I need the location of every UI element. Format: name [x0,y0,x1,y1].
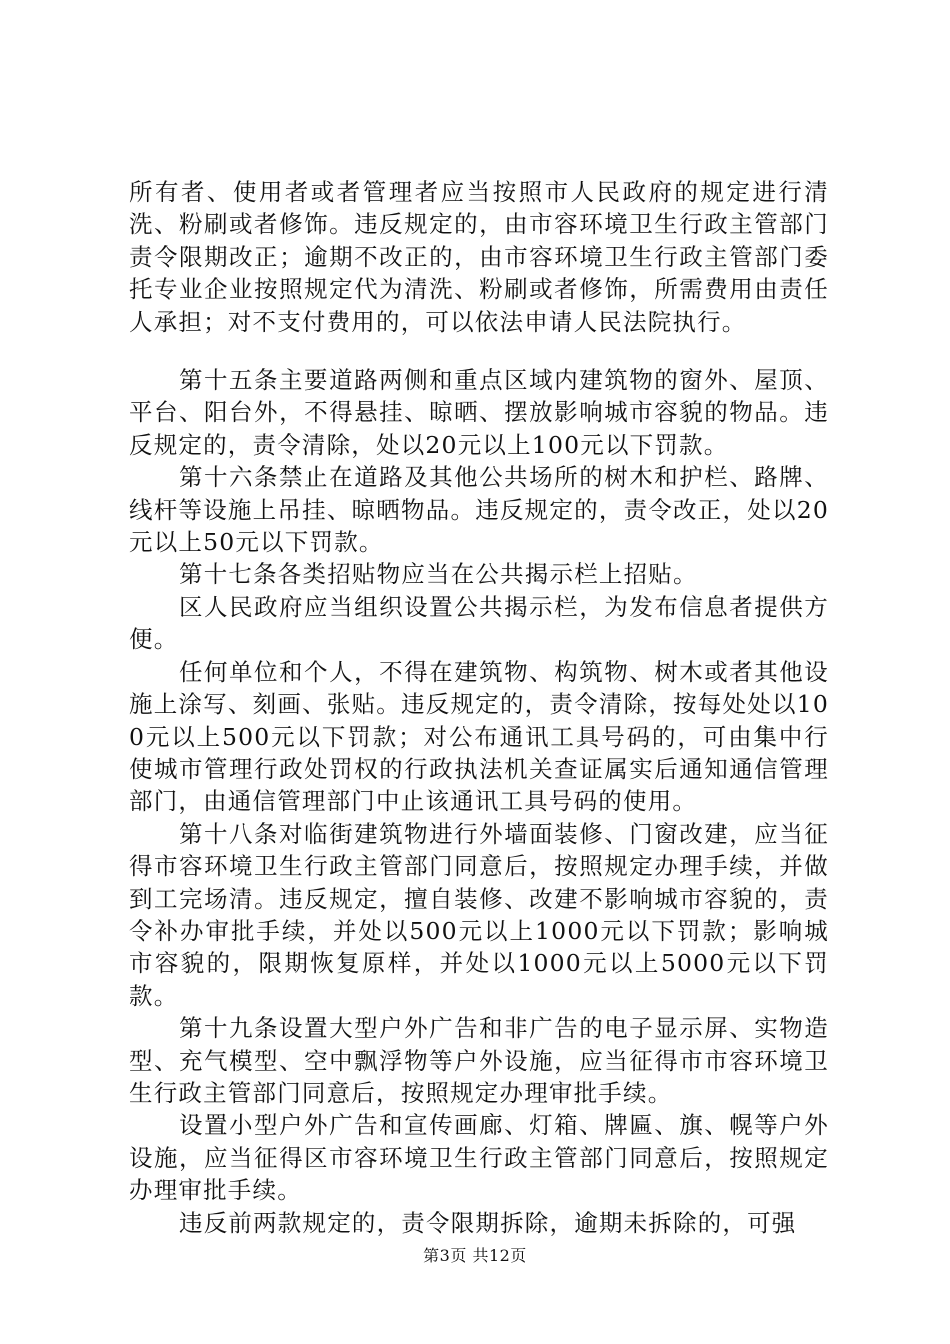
paragraph-10: 违反前两款规定的，责令限期拆除，逾期未拆除的，可强 [179,1208,797,1237]
page-number: 第3页 共12页 [423,1246,527,1265]
paragraph-9: 设置小型户外广告和宣传画廊、灯箱、牌匾、旗、幌等户外设施，应当征得区市容环境卫生行政主管部门同意后，按照规定办理审批手续。 [129,1111,829,1205]
document-body [129,176,829,1239]
paragraph-7: 第十八条对临街建筑物进行外墙面装修、门窗改建，应当征得市容环境卫生行政主管部门同意后，按照规定办理手续，并做到工完场清。违反规定，擅自装修、改建不影响城市容貌的，责令补办审批手续，并处以500元以上1000元以下罚款；影响城市容貌的，限期恢复原样，并处以1000元以上5000元以下罚款。 [129,819,829,1010]
paragraph-6: 任何单位和个人，不得在建筑物、构筑物、树木或者其他设施上涂写、刻画、张贴。违反规定的，责令清除，按每处处以100元以上500元以下罚款；对公布通讯工具号码的，可由集中行使城市管理行政处罚权的行政执法机关查证属实后通知通信管理部门，由通信管理部门中止该通讯工具号码的使用。 [129,657,829,816]
paragraph-2: 第十五条主要道路两侧和重点区域内建筑物的窗外、屋顶、平台、阳台外，不得悬挂、晾晒、摆放影响城市容貌的物品。违反规定的，责令清除，处以20元以上100元以下罚款。 [129,366,829,459]
paragraph-8: 第十九条设置大型户外广告和非广告的电子显示屏、实物造型、充气模型、空中飘浮物等户外设施，应当征得市市容环境卫生行政主管部门同意后，按照规定办理审批手续。 [129,1014,829,1107]
paragraph-5: 区人民政府应当组织设置公共揭示栏，为发布信息者提供方便。 [129,592,829,654]
paragraph-3: 第十六条禁止在道路及其他公共场所的树木和护栏、路牌、线杆等设施上吊挂、晾晒物品。违反规定的，责令改正，处以20元以上50元以下罚款。 [129,463,829,557]
paragraph-1: 所有者、使用者或者管理者应当按照市人民政府的规定进行清洗、粉刷或者修饰。违反规定的，由市容环境卫生行政主管部门责令限期改正；逾期不改正的，由市容环境卫生行政主管部门委托专业企业按照规定代为清洗、粉刷或者修饰，所需费用由责任人承担；对不支付费用的，可以依法申请人民法院执行。 [129,178,829,336]
paragraph-4: 第十七条各类招贴物应当在公共揭示栏上招贴。 [179,560,698,589]
